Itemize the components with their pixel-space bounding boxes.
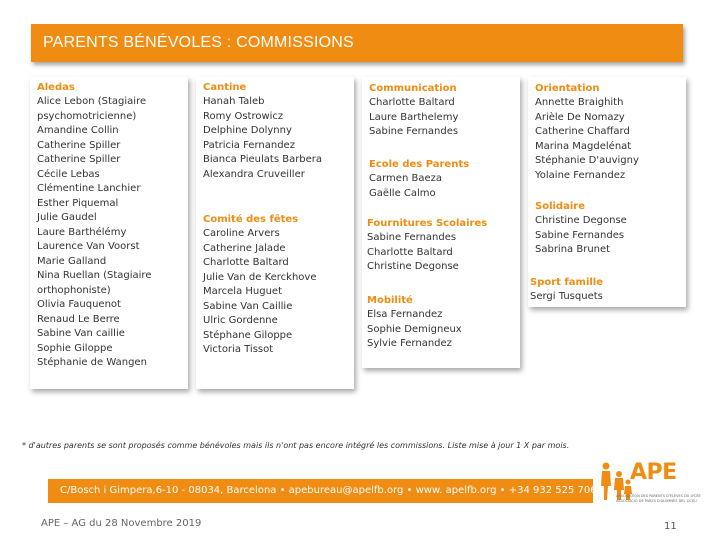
list-item: Gaëlle Calmo: [369, 187, 436, 199]
logo-caption-1: ASSOCIATION DES PARENTS D'ÉLÈVES DU LYCÉE: [616, 494, 701, 498]
list-fournitures: [367, 231, 487, 275]
list-item: Charlotte Baltard: [367, 246, 453, 258]
heading-ecole-parents: Ecole des Parents: [369, 159, 470, 170]
list-item: Patricia Fernandez: [203, 139, 295, 151]
list-item: Olivia Fauquenot: [37, 299, 121, 310]
heading-solidaire: Solidaire: [535, 201, 585, 212]
list-item: Stéphanie de Wangen: [37, 357, 147, 368]
list-item: Christine Degonse: [367, 261, 459, 272]
section-solidaire: [535, 200, 627, 258]
list-item: Sophie Demigneux: [367, 323, 462, 335]
list-item: Julie Van de Kerckhove: [203, 271, 317, 283]
list-item: Marina Magdelénat: [535, 140, 632, 152]
list-item: Laurence Van Voorst: [37, 241, 140, 252]
list-item: Clémentine Lanchier: [37, 183, 141, 194]
list-item: Victoria Tissot: [203, 344, 274, 355]
list-item: Esther Piquemal: [37, 197, 119, 209]
list-cantine: [203, 95, 322, 182]
list-ecole-parents: [369, 172, 469, 201]
list-item: Sabine Fernandes: [369, 126, 459, 137]
list-item: Catherine Jalade: [203, 242, 286, 254]
list-item: Arièle De Nomazy: [535, 111, 625, 123]
heading-sport-famille: Sport famille: [530, 277, 604, 288]
list-item: orthophoniste): [37, 284, 111, 296]
page-title: PARENTS BÉNÉVOLES : COMMISSIONS: [43, 34, 354, 51]
list-item: Ulric Gordenne: [203, 315, 278, 326]
list-item: Sabine Fernandes: [535, 229, 625, 241]
section-communication: [369, 82, 458, 140]
heading-orientation: Orientation: [535, 83, 600, 94]
heading-mobilite: Mobilité: [367, 295, 413, 306]
list-mobilite: [367, 308, 462, 352]
heading-fournitures: Fournitures Scolaires: [367, 218, 488, 229]
list-item: Sophie Giloppe: [37, 342, 113, 354]
logo-caption-2: ASSOCIACIÓ DE PARES D'ALUMNES DEL LICEU: [616, 499, 697, 503]
list-item: Delphine Dolynny: [203, 125, 292, 136]
page-number: 11: [664, 521, 677, 532]
contact-info: C/Bosch i Gimpera,6-10 - 08034, Barcelona • apebureau@apelfb.org • www. apelfb.org • +34 932 525 706: [60, 485, 597, 496]
list-item: Charlotte Baltard: [369, 97, 455, 108]
section-ecole-parents: [369, 158, 469, 201]
list-item: Laure Barthélémy: [37, 226, 127, 238]
list-item: Stéphane Giloppe: [203, 329, 293, 341]
list-item: Sabine Van caillie: [37, 328, 125, 339]
list-solidaire: [535, 214, 627, 258]
list-item: Bianca Pieulats Barbera: [203, 154, 323, 165]
section-orientation: [535, 82, 639, 183]
logo-text: APE: [630, 460, 677, 485]
list-item: Julie Gaudel: [37, 212, 97, 223]
list-item: Marie Galland: [37, 255, 107, 267]
list-orientation: [535, 96, 639, 183]
list-item: Renaud Le Berre: [37, 313, 120, 325]
list-item: Alexandra Cruveiller: [203, 168, 305, 180]
heading-communication: Communication: [369, 83, 457, 94]
list-aledas: [37, 95, 151, 371]
heading-aledas: Aledas: [37, 82, 75, 93]
list-item: Carmen Baeza: [369, 173, 442, 184]
list-item: Sabrina Brunet: [535, 244, 611, 255]
list-item: Catherine Spiller: [37, 139, 121, 151]
list-item: Nina Ruellan (Stagiaire: [37, 270, 152, 281]
list-item: Sabine Fernandes: [367, 232, 457, 243]
list-item: Laure Barthelemy: [369, 111, 459, 123]
list-sport-famille: [530, 290, 603, 305]
section-mobilite: [367, 294, 462, 352]
title-bar: [31, 24, 683, 62]
heading-cantine: Cantine: [203, 82, 247, 93]
list-item: Catherine Chaffard: [535, 126, 630, 137]
list-item: Catherine Spiller: [37, 154, 121, 165]
list-item: Romy Ostrowicz: [203, 110, 284, 122]
list-item: Elsa Fernandez: [367, 309, 443, 320]
section-comite-fetes: [203, 213, 316, 358]
list-item: Yolaine Fernandez: [535, 169, 626, 181]
list-item: Sergi Tusquets: [530, 291, 603, 302]
section-sport-famille: [530, 276, 603, 305]
section-cantine: [203, 81, 322, 182]
list-communication: [369, 96, 458, 140]
list-item: Charlotte Baltard: [203, 257, 289, 268]
contact-bar: [48, 479, 597, 503]
list-item: Sabine Van Caillie: [203, 300, 293, 312]
list-item: Amandine Collin: [37, 125, 119, 136]
list-comite-fetes: [203, 227, 316, 358]
heading-comite-fetes: Comité des fêtes: [203, 214, 299, 225]
list-item: Hanah Taleb: [203, 96, 265, 107]
list-item: Marcela Huguet: [203, 286, 282, 297]
list-item: Sylvie Fernandez: [367, 338, 452, 349]
ape-logo: [594, 460, 701, 504]
list-item: Christine Degonse: [535, 215, 627, 226]
section-fournitures: [367, 217, 487, 275]
list-item: Annette Braighith: [535, 97, 624, 108]
footer-text: APE – AG du 28 Novembre 2019: [41, 518, 202, 529]
list-item: psychomotricienne): [37, 110, 137, 122]
list-item: Alice Lebon (Stagiaire: [37, 96, 147, 107]
list-item: Caroline Arvers: [203, 228, 280, 239]
column-aledas: [37, 81, 151, 371]
list-item: Cécile Lebas: [37, 168, 100, 180]
footnote: * d'autres parents se sont proposés comme bénévoles mais ils n'ont pas encore intégré les commissions. Liste mise à jour 1 X par mois.: [22, 441, 570, 450]
list-item: Stéphanie D'auvigny: [535, 155, 639, 166]
